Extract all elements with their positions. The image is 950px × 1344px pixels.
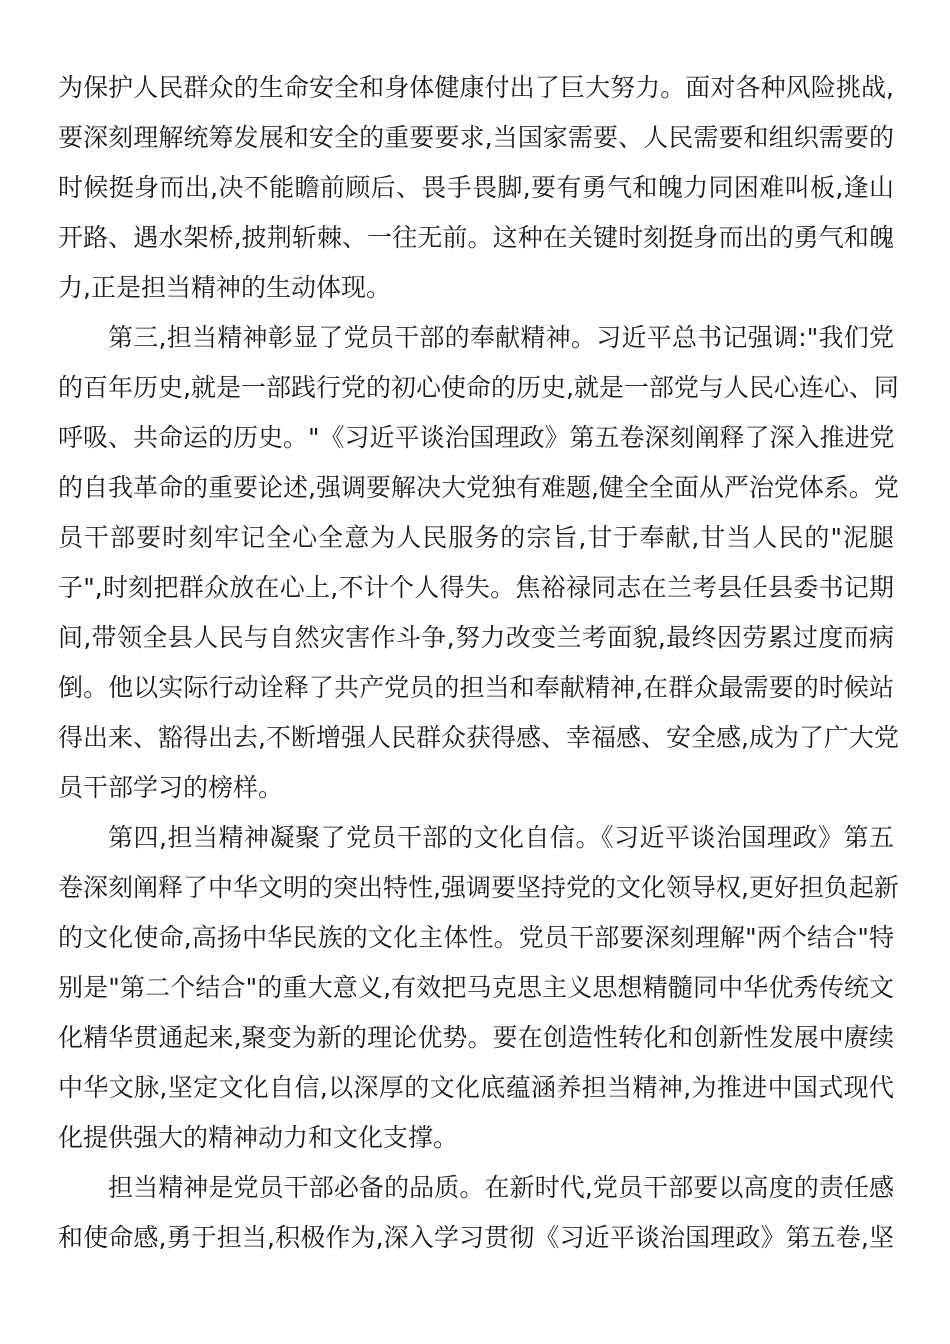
paragraph-3-line-7: 化提供强大的精神动力和文化支撑。 bbox=[58, 1123, 459, 1152]
paragraph-2-line-4: 的自我革命的重要论述,强调要解决大党独有难题,健全全面从严治党体系。党 bbox=[58, 473, 899, 502]
paragraph-2-line-2: 的百年历史,就是一部践行党的初心使命的历史,就是一部党与人民心连心、同 bbox=[58, 373, 899, 402]
paragraph-2-line-3: 呼吸、共命运的历史。"《习近平谈治国理政》第五卷深刻阐释了深入推进党 bbox=[58, 423, 895, 452]
paragraph-2-line-7: 间,带领全县人民与自然灾害作斗争,努力改变兰考面貌,最终因劳累过度而病 bbox=[58, 623, 894, 652]
paragraph-1-line-5: 力,正是担当精神的生动体现。 bbox=[58, 273, 391, 302]
paragraph-2-line-6: 子",时刻把群众放在心上,不计个人得失。焦裕禄同志在兰考县任县委书记期 bbox=[58, 573, 894, 602]
paragraph-3-line-5: 化精华贯通起来,聚变为新的理论优势。要在创造性转化和创新性发展中赓续 bbox=[58, 1023, 894, 1052]
paragraph-3-line-2: 卷深刻阐释了中华文明的突出特性,强调要坚持党的文化领导权,更好担负起新 bbox=[58, 873, 899, 902]
paragraph-1-line-2: 要深刻理解统筹发展和安全的重要要求,当国家需要、人民需要和组织需要的 bbox=[58, 123, 894, 152]
paragraph-2-line-10: 员干部学习的榜样。 bbox=[58, 773, 284, 802]
paragraph-1-line-4: 开路、遇水架桥,披荆斩棘、一往无前。这种在关键时刻挺身而出的勇气和魄 bbox=[58, 223, 894, 252]
paragraph-2-line-1: 第三,担当精神彰显了党员干部的奉献精神。习近平总书记强调:"我们党 bbox=[108, 323, 894, 352]
paragraph-3-line-6: 中华文脉,坚定文化自信,以深厚的文化底蕴涵养担当精神,为推进中国式现代 bbox=[58, 1073, 894, 1102]
paragraph-1-line-1: 为保护人民群众的生命安全和身体健康付出了巨大努力。面对各种风险挑战, bbox=[58, 73, 894, 102]
paragraph-2-line-5: 员干部要时刻牢记全心全意为人民服务的宗旨,甘于奉献,甘当人民的"泥腿 bbox=[58, 523, 894, 552]
paragraph-3-line-3: 的文化使命,高扬中华民族的文化主体性。党员干部要深刻理解"两个结合"特 bbox=[58, 923, 894, 952]
paragraph-4-line-2: 和使命感,勇于担当,积极作为,深入学习贯彻《习近平谈治国理政》第五卷,坚 bbox=[58, 1223, 894, 1252]
paragraph-2-line-9: 得出来、豁得出去,不断增强人民群众获得感、幸福感、安全感,成为了广大党 bbox=[58, 723, 899, 752]
paragraph-3-line-1: 第四,担当精神凝聚了党员干部的文化自信。《习近平谈治国理政》第五 bbox=[108, 823, 894, 852]
paragraph-2-line-8: 倒。他以实际行动诠释了共产党员的担当和奉献精神,在群众最需要的时候站 bbox=[58, 673, 894, 702]
paragraph-4-line-1: 担当精神是党员干部必备的品质。在新时代,党员干部要以高度的责任感 bbox=[108, 1173, 894, 1202]
paragraph-1-line-3: 时候挺身而出,决不能瞻前顾后、畏手畏脚,要有勇气和魄力同困难叫板,逢山 bbox=[58, 173, 894, 202]
paragraph-3-line-4: 别是"第二个结合"的重大意义,有效把马克思主义思想精髓同中华优秀传统文 bbox=[58, 973, 894, 1002]
